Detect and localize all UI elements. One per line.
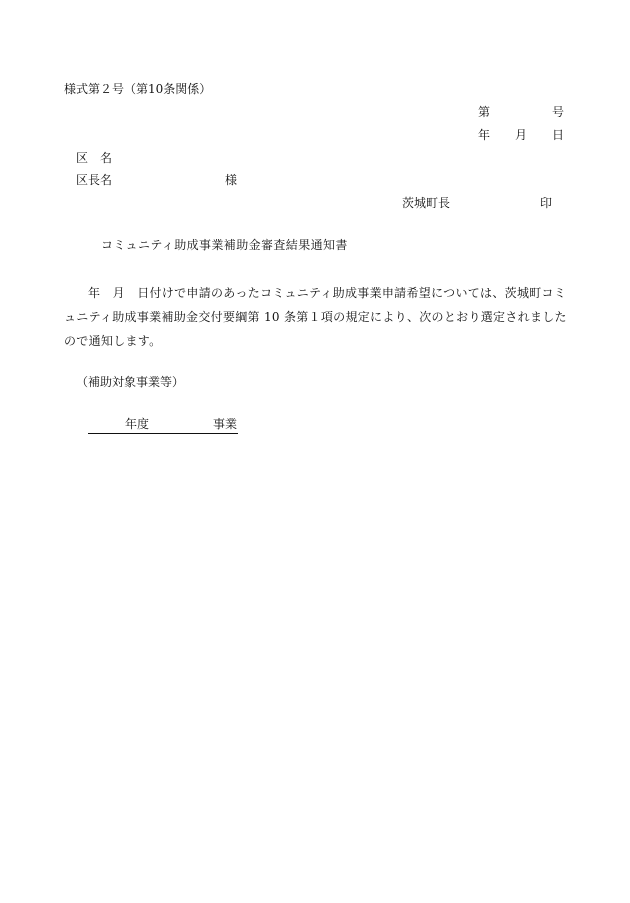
fiscal-year-label: 年度 xyxy=(125,417,150,431)
doc-number-suffix: 号 xyxy=(552,105,565,119)
body-text xyxy=(64,281,568,353)
document-title: コミュニティ助成事業補助金審査結果通知書 xyxy=(101,238,348,252)
district-name-label: 区 名 xyxy=(76,151,113,165)
seal-mark: 印 xyxy=(540,196,553,210)
project-line xyxy=(88,416,238,434)
sender-title: 茨城町長 xyxy=(402,196,451,210)
doc-number-prefix: 第 xyxy=(478,105,491,119)
project-label: 事業 xyxy=(213,417,238,431)
doc-date-month: 月 xyxy=(515,128,528,142)
form-label: 様式第２号（第10条関係） xyxy=(64,82,212,96)
district-chief-label: 区長名 xyxy=(76,173,113,187)
section-heading: （補助対象事業等） xyxy=(76,375,185,389)
honorific: 様 xyxy=(225,173,238,187)
body-paragraph: 年 月 日付けで申請のあったコミュニティ助成事業申請希望については、茨城町コミュニティ助成事業補助金交付要綱第 10 条第１項の規定により、次のとおり選定されましたので通知します。 xyxy=(64,286,567,348)
doc-date-day: 日 xyxy=(552,128,565,142)
doc-date-year: 年 xyxy=(478,128,491,142)
